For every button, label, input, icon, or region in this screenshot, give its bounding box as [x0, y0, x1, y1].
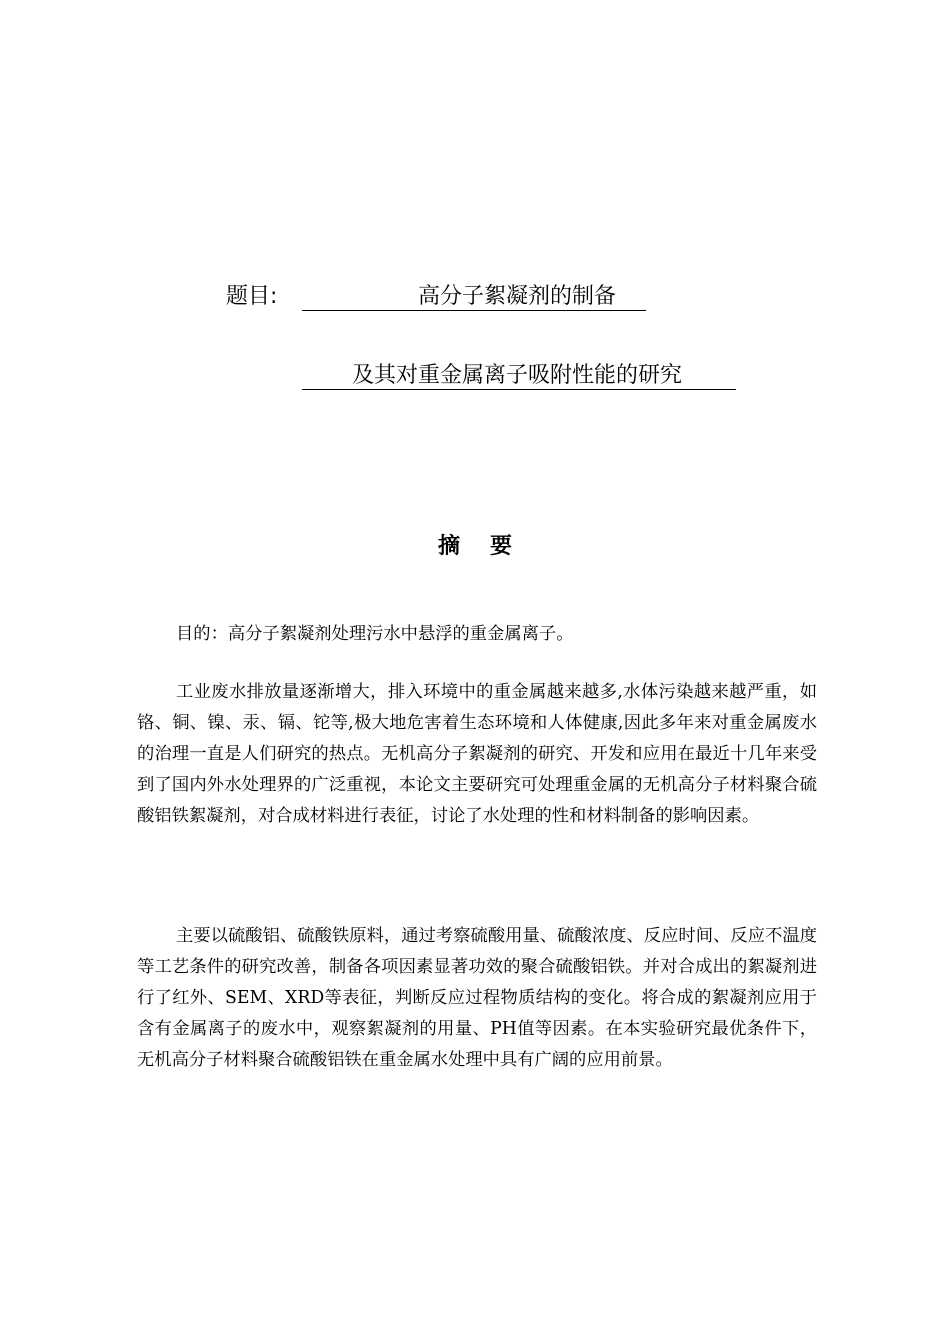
- abstract-purpose: 目的：高分子絮凝剂处理污水中悬浮的重金属离子。: [176, 624, 574, 644]
- title-label: 题目:: [226, 284, 278, 309]
- abstract-paragraph-2: 主要以硫酸铝、硫酸铁原料，通过考察硫酸用量、硫酸浓度、反应时间、反应不温度等工艺条件的研究改善，制备各项因素显著功效的聚合硫酸铝铁。并对合成出的絮凝剂进行了红外、SEM、XRD等表征，判断反应过程物质结构的变化。将合成的絮凝剂应用于含有金属离子的废水中，观察絮凝剂的用量、PH值等因素。在本实验研究最优条件下，无机高分子材料聚合硫酸铝铁在重金属水处理中具有广阔的应用前景。: [137, 926, 817, 1070]
- title-line-2: 及其对重金属离子吸附性能的研究: [302, 361, 736, 390]
- abstract-heading: 摘要: [437, 534, 542, 559]
- title-line-1: 高分子絮凝剂的制备: [302, 282, 646, 311]
- abstract-paragraph-1: 工业废水排放量逐渐增大，排入环境中的重金属越来越多,水体污染越来越严重，如铬、铜、镍、汞、镉、铊等,极大地危害着生态环境和人体健康,因此多年来对重金属废水的治理一直是人们研究的热点。无机高分子絮凝剂的研究、开发和应用在最近十几年来受到了国内外水处理界的广泛重视，本论文主要研究可处理重金属的无机高分子材料聚合硫酸铝铁絮凝剂，对合成材料进行表征，讨论了水处理的性和材料制备的影响因素。: [137, 682, 817, 826]
